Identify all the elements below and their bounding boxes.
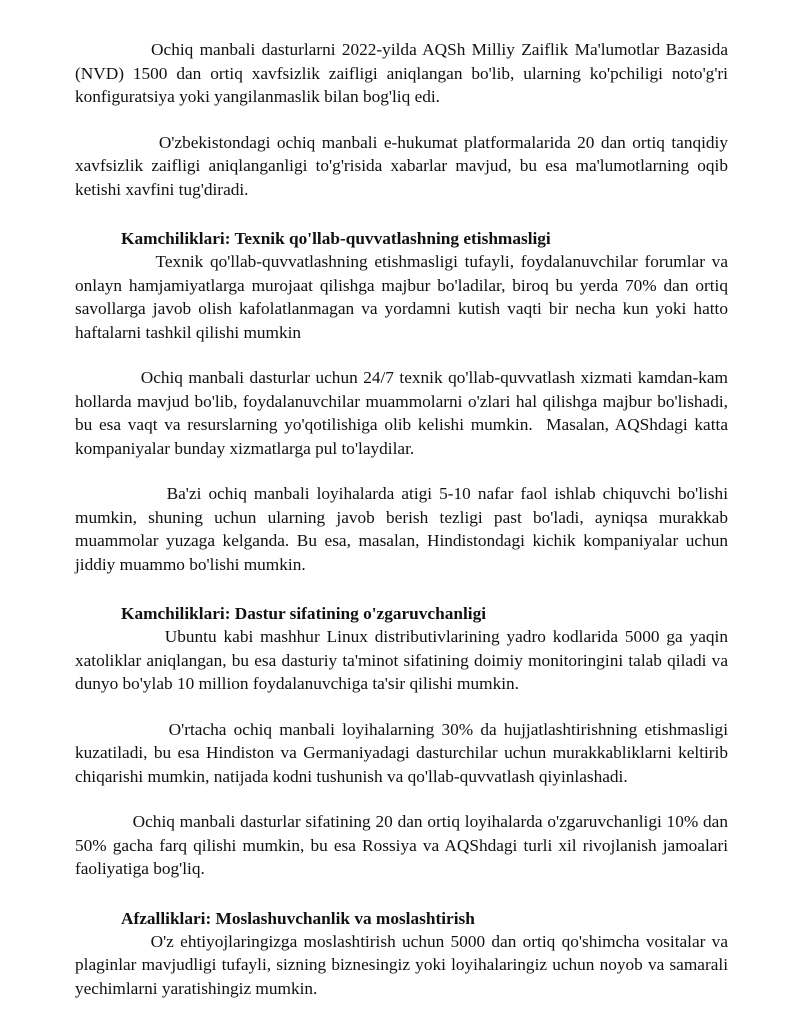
section-heading-flexibility: Afzalliklari: Moslashuvchanlik va moslashtirish — [121, 908, 475, 928]
paragraph-active-developers: Ba'zi ochiq manbali loyihalarda atigi 5-10 nafar faol ishlab chiquvchi bo'lishi mumkin, shuning uchun ularning javob berish tezligi past bo'ladi, ayniqsa murakkab muammolar yuzaga kelganda. Bu esa, masalan, Hindistondagi kichik kompaniyalar uchun jiddiy muammo bo'lishi mumkin. — [75, 484, 728, 574]
paragraph-documentation-lack: O'rtacha ochiq manbali loyihalarning 30% da hujjatlashtirishning etishmasligi kuzatiladi, bu esa Hindiston va Germaniyadagi dasturchilar uchun murakkabliklarni keltirib chiqarishi mumkin, natijada kodni tushunish va qo'llab-quvvatlash qiyinlashadi. — [75, 719, 728, 786]
paragraph-quality-variation: Ochiq manbali dasturlar sifatining 20 dan ortiq loyihalarda o'zgaruvchanligi 10% dan 50% gacha farq qilishi mumkin, bu esa Rossiya va AQShdagi turli xil rivojlanish jamoalari faoliyatiga bog'liq. — [75, 812, 728, 878]
paragraph-uzbekistan-egov: O'zbekistondagi ochiq manbali e-hukumat platformalarida 20 dan ortiq tanqidiy xavfsizlik zaifligi aniqlanganligi to'g'risida xabarlar mavjud, bu esa ma'lumotlarning oqib ketishi xavfini tug'diradi. — [75, 132, 728, 199]
paragraph-support-24-7: Ochiq manbali dasturlar uchun 24/7 texnik qo'llab-quvvatlash xizmati kamdan-kam hollarda mavjud bo'lib, foydalanuvchilar muammolarni o'zlari hal qilishga majbur bo'lishadi, bu esa vaqt va resurslarning yo'qotilishiga olib kelishi mumkin. Masalan, AQShdagi katta kompaniyalar bunday xizmatlarga pul to'laydilar. — [75, 368, 728, 458]
paragraph-nvd-vulnerabilities: Ochiq manbali dasturlarni 2022-yilda AQSh Milliy Zaiflik Ma'lumotlar Bazasida (NVD) 1500 dan ortiq xavfsizlik zaifligi aniqlangan bo'lib, ularning ko'pchiligi noto'g'ri konfiguratsiya yoki yangilanmaslik bilan bog'liq edi. — [75, 40, 728, 106]
paragraph-ubuntu-bugs: Ubuntu kabi mashhur Linux distributivlarining yadro kodlarida 5000 ga yaqin xatoliklar aniqlangan, bu esa dasturiy ta'minot sifatining doimiy monitoringini talab qiladi va dunyo bo'ylab 10 million foydalanuvchiga ta'sir qilishi mumkin. — [75, 627, 728, 693]
paragraph-support-forums: Texnik qo'llab-quvvatlashning etishmasligi tufayli, foydalanuvchilar forumlar va onlayn hamjamiyatlarga murojaat qilishga majbur bo'ladilar, biroq bu yerda 70% dan ortiq savollarga javob olish kafolatlanmagan va yordamni kutish vaqti bir necha kun yoki hatto haftalarni tashkil qilishi mumkin — [75, 252, 728, 342]
paragraph-plugins: O'z ehtiyojlaringizga moslashtirish uchun 5000 dan ortiq qo'shimcha vositalar va plaginlar mavjudligi tufayli, sizning biznesingiz yoki loyihalaringiz uchun noyob va samarali yechimlarni yaratishingiz mumkin. — [75, 931, 728, 998]
section-heading-quality-variability: Kamchiliklari: Dastur sifatining o'zgaruvchanligi — [121, 604, 487, 623]
section-heading-technical-support: Kamchiliklari: Texnik qo'llab-quvvatlashning etishmasligi — [121, 229, 551, 248]
